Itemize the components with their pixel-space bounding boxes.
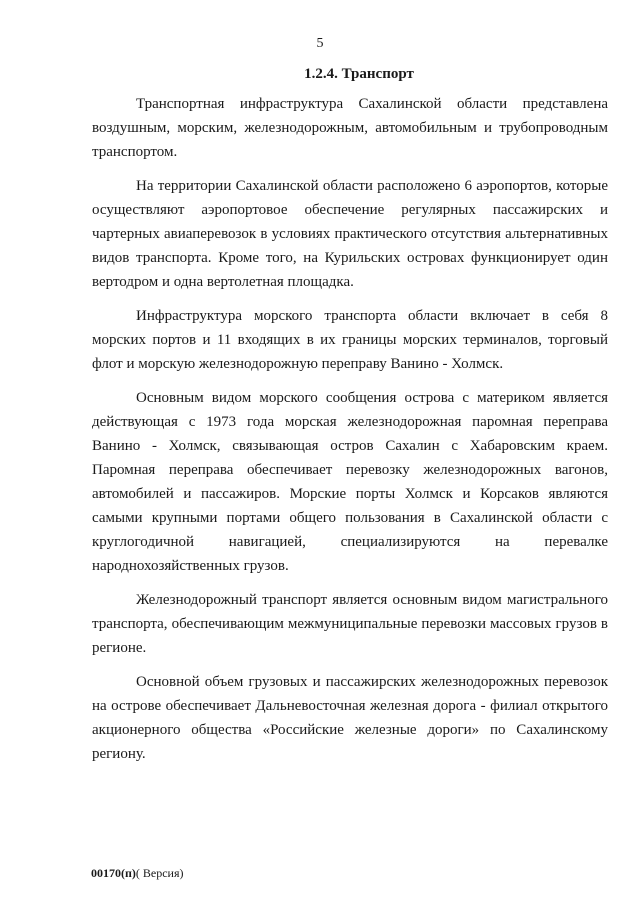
footer-code: 00170(п) <box>91 866 136 880</box>
paragraph-ferry: Основным видом морского сообщения острова с материком является действующая с 1973 года морская железнодорожная паромная переправа Ванино - Холмск, связывающая остров Сахалин с Хабаровским краем. Паромная переправа обеспечивает перевозку железнодорожных вагонов, автомобилей и пассажиров. Морские порты Холмск и Корсаков являются самыми крупными портами общего пользования в Сахалинской области с круглогодичной навигацией, специализируются на перевалке народнохозяйственных грузов. <box>92 390 608 574</box>
page-number: 5 <box>316 36 324 51</box>
document-body <box>92 92 608 776</box>
paragraph-airports: На территории Сахалинской области расположено 6 аэропортов, которые осуществляют аэропортовое обеспечение регулярных пассажирских и чартерных авиаперевозок в условиях практического отсутствия альтернативных видов транспорта. Кроме того, на Курильских островах функционирует один вертодром и одна вертолетная площадка. <box>92 178 608 290</box>
paragraph-transport-infrastructure: Транспортная инфраструктура Сахалинской области представлена воздушным, морским, железнодорожным, автомобильным и трубопроводным транспортом. <box>92 96 608 160</box>
paragraph-sea-transport: Инфраструктура морского транспорта области включает в себя 8 морских портов и 11 входящих в их границы морских терминалов, торговый флот и морскую железнодорожную переправу Ванино - Холмск. <box>92 308 608 372</box>
footer-document-code <box>91 866 184 881</box>
footer-version: ( Версия) <box>135 866 184 880</box>
section-title: 1.2.4. Транспорт <box>304 66 414 82</box>
paragraph-railway: Железнодорожный транспорт является основным видом магистрального транспорта, обеспечивающим межмуниципальные перевозки массовых грузов в регионе. <box>92 592 608 656</box>
paragraph-far-eastern-railway: Основной объем грузовых и пассажирских железнодорожных перевозок на острове обеспечивает Дальневосточная железная дорога - филиал открытого акционерного общества «Российские железные дороги» по Сахалинскому региону. <box>92 674 608 762</box>
